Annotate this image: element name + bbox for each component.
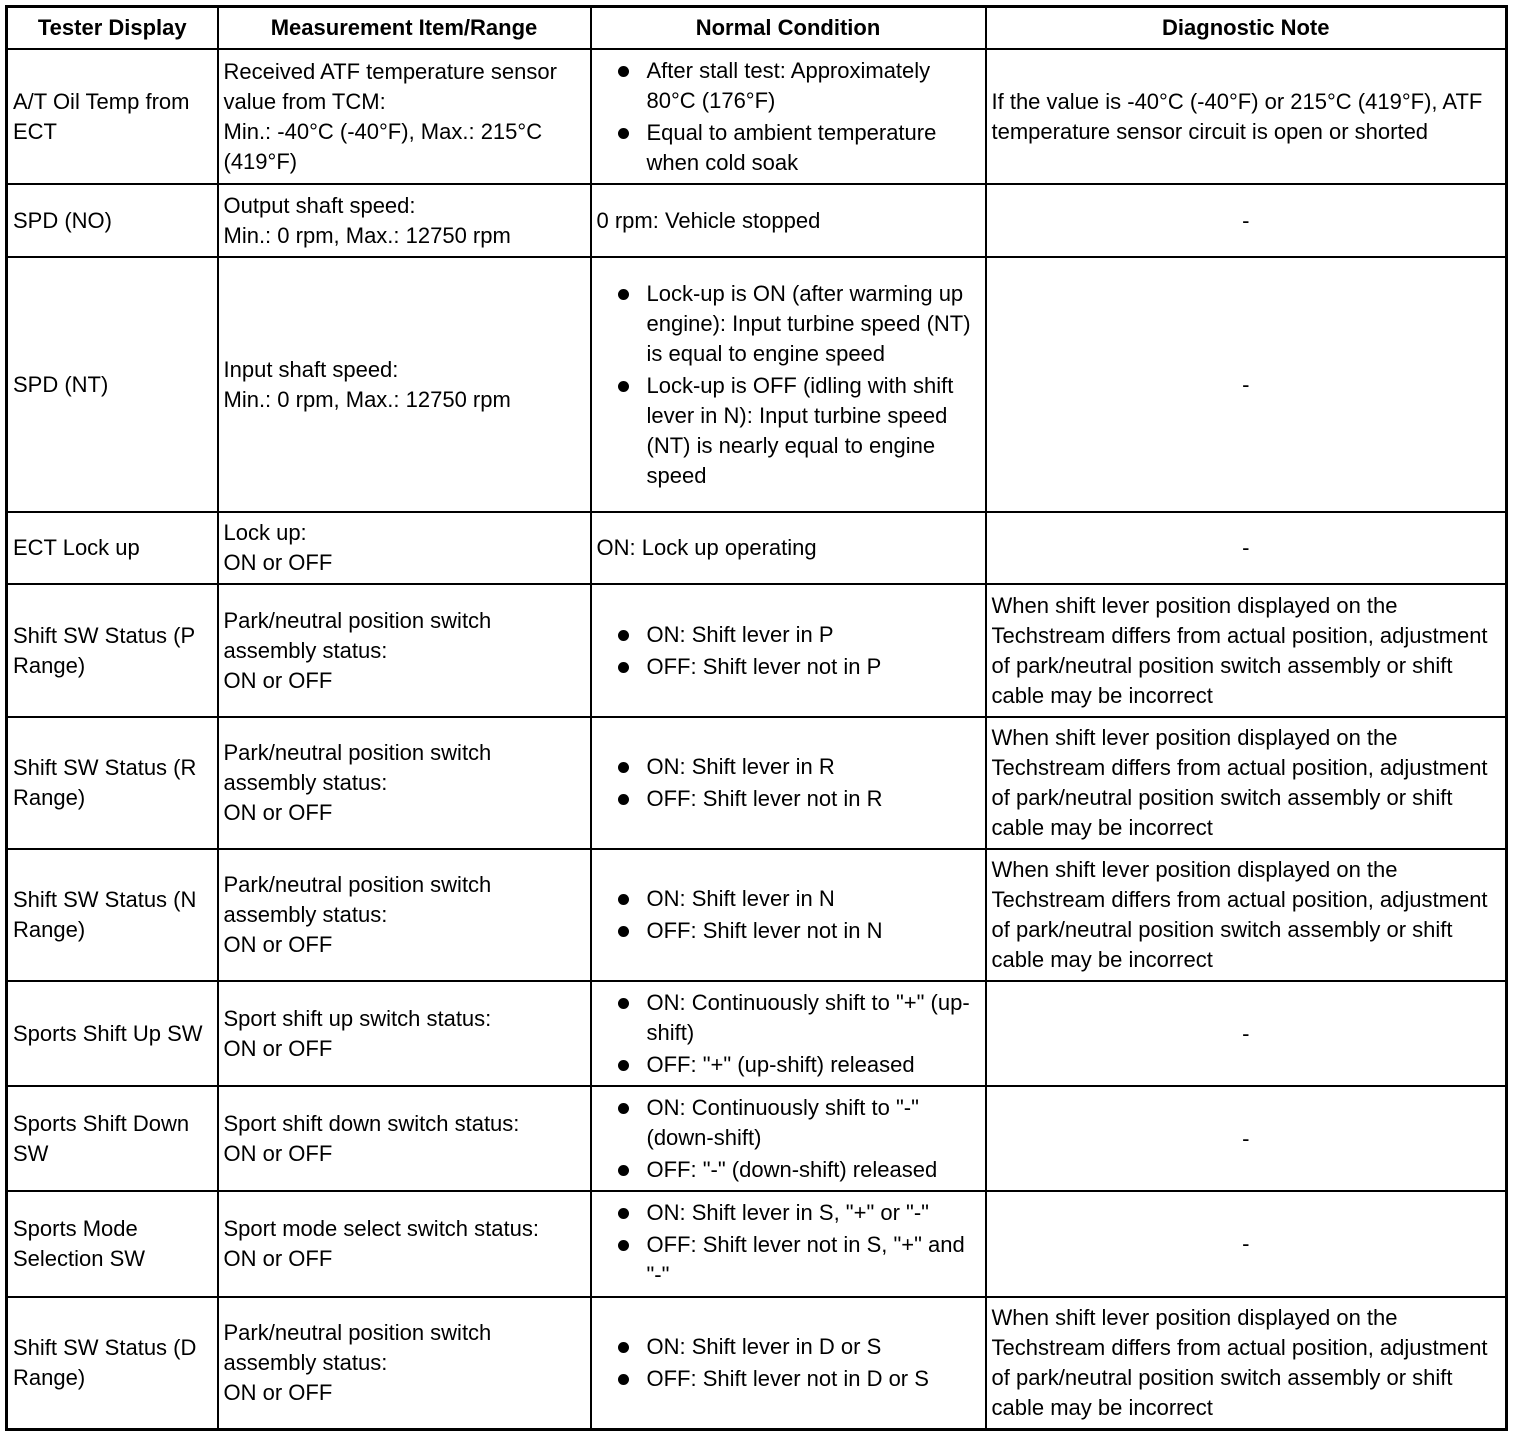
condition-bullet-item: OFF: Shift lever not in S, "+" and "-": [647, 1230, 980, 1290]
table-row: [7, 1191, 1507, 1297]
diagnostic-note-cell: When shift lever position displayed on the Techstream differs from actual position, adjustment of park/neutral position switch assembly or shift cable may be incorrect: [986, 1297, 1507, 1429]
table-row: [7, 49, 1507, 184]
normal-condition-cell: [591, 1086, 986, 1191]
measurement-cell: [218, 257, 591, 512]
normal-condition-cell: [591, 1297, 986, 1429]
tester-display-cell: Shift SW Status (P Range): [7, 584, 218, 717]
normal-condition-cell: [591, 584, 986, 717]
tester-display-cell: Sports Shift Down SW: [7, 1086, 218, 1191]
diagnostic-note-cell: -: [986, 257, 1507, 512]
measurement-cell: [218, 981, 591, 1086]
diagnostic-note-cell: When shift lever position displayed on the Techstream differs from actual position, adjustment of park/neutral position switch assembly or shift cable may be incorrect: [986, 717, 1507, 849]
measurement-line: ON or OFF: [223, 550, 333, 575]
normal-condition-cell: [591, 49, 986, 184]
measurement-line: Output shaft speed:: [223, 192, 416, 218]
condition-bullet-item: OFF: "-" (down-shift) released: [647, 1155, 980, 1185]
tester-display-cell: Sports Shift Up SW: [7, 981, 218, 1086]
condition-bullet-item: Equal to ambient temperature when cold soak: [647, 118, 980, 178]
condition-bullet-item: OFF: Shift lever not in P: [647, 652, 980, 682]
measurement-cell: [218, 1191, 591, 1297]
diagnostic-note-cell: -: [986, 512, 1507, 584]
table-row: [7, 184, 1507, 257]
diagnostic-note-cell: -: [986, 1086, 1507, 1191]
condition-bullet-item: ON: Shift lever in P: [647, 620, 980, 650]
table-row: [7, 584, 1507, 717]
normal-condition-cell: [591, 512, 986, 584]
measurement-line: ON or OFF: [223, 667, 333, 693]
measurement-line: Min.: 0 rpm, Max.: 12750 rpm: [223, 222, 511, 248]
table-row: [7, 1086, 1507, 1191]
diagnostic-note-cell: When shift lever position displayed on the Techstream differs from actual position, adjustment of park/neutral position switch assembly or shift cable may be incorrect: [986, 849, 1507, 981]
table-row: [7, 849, 1507, 981]
measurement-line: Input shaft speed:: [223, 356, 399, 382]
normal-condition-cell: [591, 257, 986, 512]
diagnostic-note-cell: When shift lever position displayed on the Techstream differs from actual position, adjustment of park/neutral position switch assembly or shift cable may be incorrect: [986, 584, 1507, 717]
measurement-line: Sport shift up switch status:: [223, 1005, 492, 1031]
normal-condition-cell: [591, 184, 986, 257]
measurement-line: Min.: -40°C (-40°F), Max.: 215°C (419°F): [223, 118, 543, 174]
measurement-line: Park/neutral position switch assembly status:: [223, 740, 492, 795]
header-measurement-item: Measurement Item/Range: [218, 7, 591, 50]
table-row: [7, 1297, 1507, 1429]
diagnostic-note-cell: -: [986, 184, 1507, 257]
table-row: [7, 257, 1507, 512]
condition-bullet-item: Lock-up is OFF (idling with shift lever in N): Input turbine speed (NT) is nearly equal to engine speed: [647, 371, 980, 491]
measurement-line: Sport mode select switch status:: [223, 1216, 539, 1241]
table-row: [7, 717, 1507, 849]
condition-bullet-item: ON: Shift lever in R: [647, 752, 980, 782]
measurement-cell: [218, 184, 591, 257]
condition-bullet-item: ON: Continuously shift to "+" (up-shift): [647, 988, 980, 1048]
header-tester-display: Tester Display: [7, 7, 218, 50]
condition-bullet-item: OFF: Shift lever not in D or S: [647, 1364, 980, 1394]
measurement-line: Park/neutral position switch assembly status:: [223, 607, 492, 663]
diagnostic-note-cell: -: [986, 1191, 1507, 1297]
measurement-cell: [218, 717, 591, 849]
measurement-line: ON or OFF: [223, 932, 333, 957]
condition-bullet-item: After stall test: Approximately 80°C (176°F): [647, 56, 980, 116]
measurement-cell: [218, 1086, 591, 1191]
condition-bullet-item: ON: Shift lever in S, "+" or "-": [647, 1198, 980, 1228]
normal-condition-cell: [591, 981, 986, 1086]
tester-display-cell: Shift SW Status (N Range): [7, 849, 218, 981]
measurement-line: Sport shift down switch status:: [223, 1110, 520, 1136]
header-diagnostic-note: Diagnostic Note: [986, 7, 1507, 50]
measurement-cell: [218, 584, 591, 717]
measurement-line: ON or OFF: [223, 1035, 333, 1061]
condition-text: 0 rpm: Vehicle stopped: [596, 207, 821, 233]
table-row: [7, 981, 1507, 1086]
measurement-cell: [218, 512, 591, 584]
normal-condition-cell: [591, 1191, 986, 1297]
condition-bullet-item: ON: Shift lever in N: [647, 884, 980, 914]
measurement-line: ON or OFF: [223, 1246, 333, 1271]
normal-condition-cell: [591, 717, 986, 849]
measurement-cell: [218, 1297, 591, 1429]
condition-text: ON: Lock up operating: [596, 535, 817, 560]
diagnostic-note-cell: If the value is -40°C (-40°F) or 215°C (419°F), ATF temperature sensor circuit is open or shorted: [986, 49, 1507, 184]
condition-bullet-item: ON: Continuously shift to "-" (down-shift): [647, 1093, 980, 1153]
diagnostic-note-cell: -: [986, 981, 1507, 1086]
tester-display-cell: A/T Oil Temp from ECT: [7, 49, 218, 184]
tester-display-cell: SPD (NO): [7, 184, 218, 257]
measurement-line: ON or OFF: [223, 1140, 333, 1166]
measurement-line: Park/neutral position switch assembly status:: [223, 1319, 492, 1375]
header-row: [7, 7, 1507, 50]
condition-bullet-item: ON: Shift lever in D or S: [647, 1332, 980, 1362]
measurement-cell: [218, 849, 591, 981]
condition-bullet-item: Lock-up is ON (after warming up engine): Input turbine speed (NT) is equal to engine speed: [647, 279, 980, 369]
normal-condition-cell: [591, 849, 986, 981]
condition-bullet-item: OFF: Shift lever not in R: [647, 784, 980, 814]
diagnostic-data-table: [5, 5, 1508, 1431]
measurement-line: Min.: 0 rpm, Max.: 12750 rpm: [223, 386, 511, 412]
header-normal-condition: Normal Condition: [591, 7, 986, 50]
tester-display-cell: Sports Mode Selection SW: [7, 1191, 218, 1297]
tester-display-cell: SPD (NT): [7, 257, 218, 512]
table-row: [7, 512, 1507, 584]
tester-display-cell: ECT Lock up: [7, 512, 218, 584]
tester-display-cell: Shift SW Status (R Range): [7, 717, 218, 849]
condition-bullet-item: OFF: Shift lever not in N: [647, 916, 980, 946]
tester-display-cell: Shift SW Status (D Range): [7, 1297, 218, 1429]
measurement-line: Park/neutral position switch assembly status:: [223, 872, 492, 927]
measurement-line: Lock up:: [223, 520, 307, 545]
measurement-cell: [218, 49, 591, 184]
condition-bullet-item: OFF: "+" (up-shift) released: [647, 1050, 980, 1080]
measurement-line: ON or OFF: [223, 800, 333, 825]
measurement-line: ON or OFF: [223, 1379, 333, 1405]
measurement-line: Received ATF temperature sensor value from TCM:: [223, 58, 557, 114]
